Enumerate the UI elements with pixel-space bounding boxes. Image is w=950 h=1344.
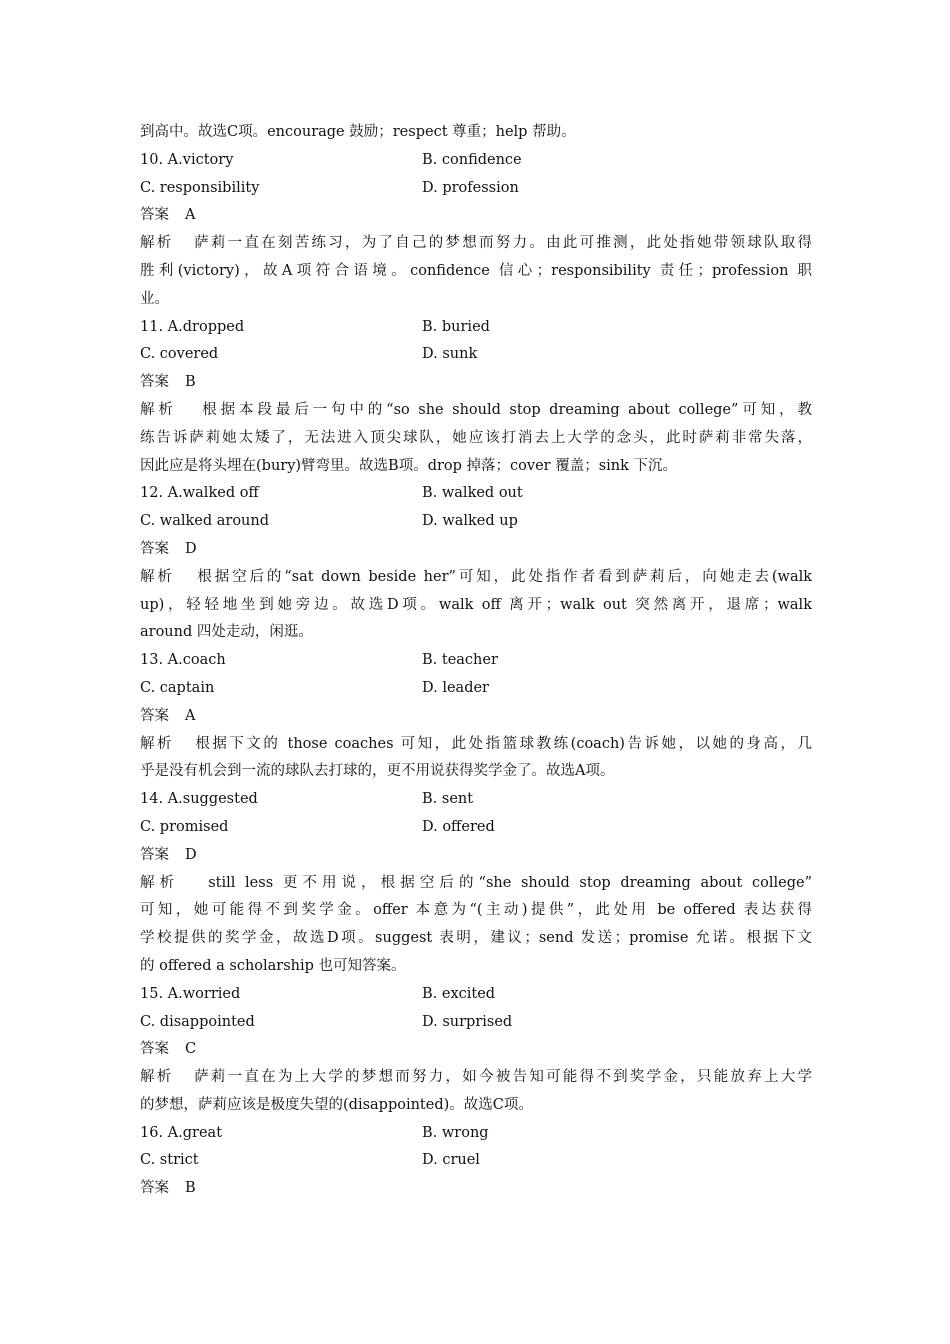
option-left [140, 1120, 422, 1148]
intro-line: 到高中。故选C项。encourage 鼓励；respect 尊重；help 帮助。 [140, 124, 576, 140]
explanation-line [140, 1064, 812, 1092]
explanation-line [140, 258, 812, 286]
option-right: D. cruel [422, 1152, 480, 1169]
question-block [140, 647, 812, 786]
option-right: B. wrong [422, 1124, 489, 1141]
option-left [140, 675, 422, 703]
explanation-text: 学校提供的奖学金，故选D项。suggest 表明，建议；send 发送；promise 允诺。根据下文 [140, 930, 812, 947]
options-row-ab [140, 314, 812, 342]
answer-value: D [184, 540, 197, 557]
explanation-text: still less 更不用说，根据空后的“she should stop dreaming about college” [208, 874, 812, 891]
option-left [140, 314, 422, 342]
explanation-line [140, 953, 812, 981]
question-block [140, 314, 812, 481]
option-text: A.victory [167, 151, 234, 168]
answer-value: B [184, 374, 196, 391]
options-row-cd [140, 814, 812, 842]
option-left [140, 814, 422, 842]
options-row-ab [140, 981, 812, 1009]
explanation-text: up)，轻轻地坐到她旁边。故选D项。walk off 离开；walk out 突然离开，退席；walk [140, 596, 812, 613]
options-row-ab [140, 147, 812, 175]
option-text: C. covered [140, 346, 219, 363]
answer-label: 答案 [140, 540, 169, 557]
explanation-text: 根据下文的 those coaches 可知，此处指篮球教练(coach)告诉她，以她的身高，几 [195, 735, 812, 752]
explanation-label: 解析 [140, 568, 175, 585]
option-left [140, 147, 422, 175]
option-text: C. promised [140, 818, 229, 835]
explanation-line [140, 592, 812, 620]
option-left [140, 480, 422, 508]
explanation-text: 根据空后的“sat down beside her”可知，此处指作者看到萨莉后，向她走去(walk [197, 568, 812, 585]
explanation-text: 的梦想，萨莉应该是极度失望的(disappointed)。故选C项。 [140, 1096, 533, 1113]
option-right: B. sent [422, 791, 474, 808]
option-right: B. excited [422, 985, 496, 1002]
answer-line [140, 536, 812, 564]
option-right: D. profession [422, 179, 519, 196]
question-number: 13. [140, 652, 164, 669]
explanation-line [140, 897, 812, 925]
question-block [140, 981, 812, 1120]
question-number: 16. [140, 1124, 164, 1141]
explanation-text: 业。 [140, 290, 169, 307]
explanation-line [140, 230, 812, 258]
option-left [140, 1009, 422, 1037]
option-text: A.great [167, 1124, 223, 1141]
explanation-text: 乎是没有机会到一流的球队去打球的，更不用说获得奖学金了。故选A项。 [140, 763, 615, 780]
question-number: 15. [140, 985, 164, 1002]
answer-line [140, 1036, 812, 1064]
options-row-ab [140, 786, 812, 814]
options-row-cd [140, 675, 812, 703]
explanation-line [140, 619, 812, 647]
question-block [140, 480, 812, 647]
answer-label: 答案 [140, 1180, 169, 1197]
option-right: B. teacher [422, 652, 498, 669]
option-right: B. confidence [422, 151, 522, 168]
explanation-line [140, 425, 812, 453]
answer-value: D [184, 846, 197, 863]
explanation-line [140, 870, 812, 898]
option-right: D. sunk [422, 346, 478, 363]
option-left [140, 175, 422, 203]
option-left [140, 981, 422, 1009]
question-list [140, 147, 812, 1203]
option-right: B. buried [422, 318, 490, 335]
options-row-ab [140, 647, 812, 675]
explanation-text: 萨莉一直在刻苦练习，为了自己的梦想而努力。由此可推测，此处指她带领球队取得 [194, 235, 812, 252]
option-left [140, 1147, 422, 1175]
question-number: 12. [140, 485, 164, 502]
options-row-cd [140, 341, 812, 369]
options-row-ab [140, 1120, 812, 1148]
explanation-label: 解析 [140, 735, 175, 752]
explanation-line [140, 1092, 812, 1120]
option-left [140, 508, 422, 536]
question-block [140, 1120, 812, 1203]
question-number: 10. [140, 151, 164, 168]
option-right: D. leader [422, 679, 489, 696]
explanation-text: 可知，她可能得不到奖学金。offer 本意为“(主动)提供”，此处用 be offered 表达获得 [140, 902, 812, 919]
explanation-label: 解析 [140, 874, 180, 891]
question-number: 11. [140, 318, 164, 335]
question-number: 14. [140, 791, 164, 808]
explanation-text: around 四处走动，闲逛。 [140, 624, 313, 641]
explanation-line [140, 453, 812, 481]
options-row-cd [140, 175, 812, 203]
explanation-text: 根据本段最后一句中的“so she should stop dreaming about college”可知，教 [202, 401, 812, 418]
option-text: A.coach [167, 652, 226, 669]
option-left [140, 647, 422, 675]
answer-label: 答案 [140, 207, 169, 224]
options-row-cd [140, 508, 812, 536]
answer-label: 答案 [140, 846, 169, 863]
option-right: B. walked out [422, 485, 523, 502]
explanation-text: 因此应是将头埋在(bury)臂弯里。故选B项。drop 掉落；cover 覆盖；sink 下沉。 [140, 457, 678, 474]
option-text: C. strict [140, 1152, 199, 1169]
option-text: C. responsibility [140, 179, 260, 196]
document-page [140, 119, 812, 1203]
answer-label: 答案 [140, 1041, 169, 1058]
answer-line [140, 842, 812, 870]
explanation-label: 解析 [140, 1069, 174, 1086]
answer-line [140, 703, 812, 731]
explanation-text: 的 offered a scholarship 也可知答案。 [140, 957, 406, 974]
option-left [140, 786, 422, 814]
option-left [140, 341, 422, 369]
option-right: D. surprised [422, 1013, 513, 1030]
option-right: D. offered [422, 818, 495, 835]
options-row-cd [140, 1009, 812, 1037]
option-text: C. captain [140, 679, 215, 696]
option-text: A.dropped [167, 318, 245, 335]
explanation-line [140, 925, 812, 953]
answer-line [140, 1175, 812, 1203]
explanation-text: 萨莉一直在为上大学的梦想而努力，如今被告知可能得不到奖学金，只能放弃上大学 [194, 1069, 812, 1086]
question-block [140, 786, 812, 981]
explanation-label: 解析 [140, 401, 177, 418]
option-text: C. walked around [140, 513, 270, 530]
explanation-line [140, 286, 812, 314]
option-text: A.worried [167, 985, 241, 1002]
explanation-line [140, 564, 812, 592]
answer-value: C [184, 1041, 197, 1058]
answer-value: A [184, 207, 196, 224]
explanation-text: 练告诉萨莉她太矮了，无法进入顶尖球队，她应该打消去上大学的念头，此时萨莉非常失落， [140, 429, 812, 446]
option-right: D. walked up [422, 513, 518, 530]
answer-line [140, 202, 812, 230]
answer-value: B [184, 1180, 196, 1197]
answer-label: 答案 [140, 374, 169, 391]
explanation-line [140, 758, 812, 786]
explanation-label: 解析 [140, 235, 174, 252]
answer-value: A [184, 707, 196, 724]
options-row-ab [140, 480, 812, 508]
explanation-line [140, 731, 812, 759]
option-text: A.suggested [167, 791, 258, 808]
option-text: C. disappointed [140, 1013, 255, 1030]
explanation-line [140, 397, 812, 425]
question-block [140, 147, 812, 314]
option-text: A.walked off [167, 485, 259, 502]
options-row-cd [140, 1147, 812, 1175]
answer-line [140, 369, 812, 397]
answer-label: 答案 [140, 707, 169, 724]
explanation-text: 胜利(victory)，故A项符合语境。confidence 信心；responsibility 责任；profession 职 [140, 262, 812, 279]
